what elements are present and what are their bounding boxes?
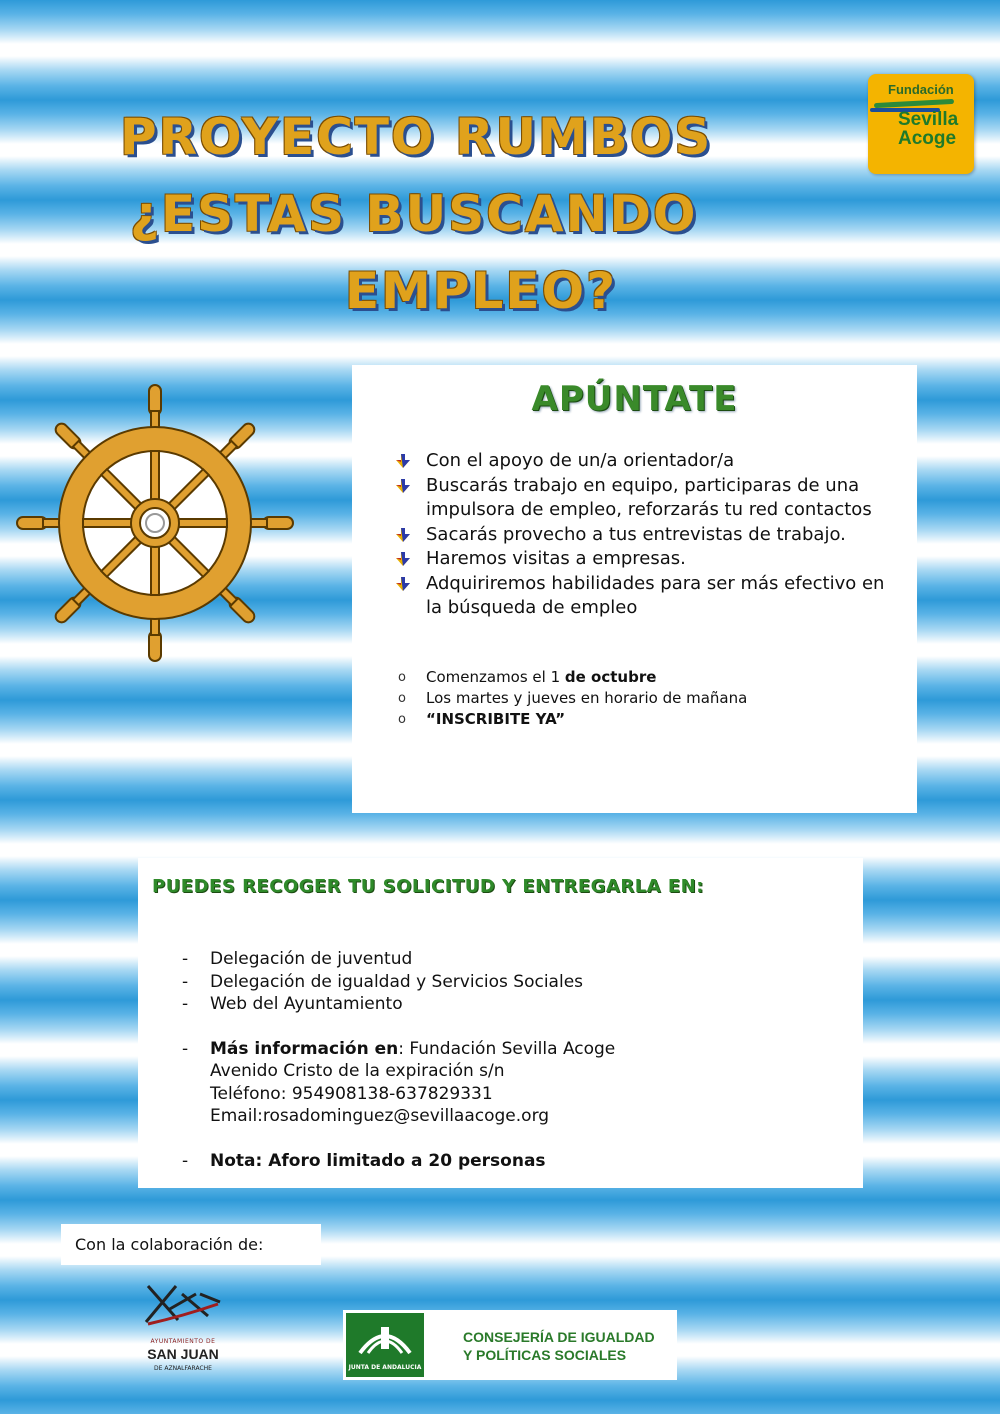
spacer (182, 1016, 615, 1038)
san-juan-main-text: SAN JUAN (147, 1346, 219, 1362)
bullet-arrow-icon (396, 479, 410, 493)
benefit-text: Buscarás trabajo en equipo, participaras de una impulsora de empleo, reforzarás tu red contactos (426, 474, 872, 520)
spacer (182, 1128, 615, 1150)
benefit-text: Con el apoyo de un/a orientador/a (426, 450, 735, 471)
logo-small-text: Fundación (888, 82, 954, 97)
dash-bullet: - (182, 949, 189, 969)
title-line-2: ¿ESTAS BUSCANDO (130, 185, 698, 243)
logo-swoosh-green (874, 99, 954, 108)
benefits-list (396, 449, 906, 621)
email-line: Email:rosadominguez@sevillaacoge.org (210, 1106, 550, 1126)
bullet-arrow-icon (396, 528, 410, 542)
note-text: Nota: Aforo limitado a 20 personas (210, 1150, 546, 1171)
san-juan-top-text: AYUNTAMIENTO DE (150, 1338, 216, 1345)
list-item (396, 547, 906, 572)
dash-bullet: - (182, 1038, 189, 1059)
bullet-arrow-icon (396, 454, 410, 468)
schedule-list (396, 667, 747, 730)
logo-line-1: Sevilla (898, 109, 959, 130)
schedule-days: Los martes y jueves en horario de mañana (426, 689, 748, 707)
apuntate-heading: APÚNTATE (531, 379, 738, 419)
dash-bullet: - (182, 971, 189, 992)
dash-bullet: - (182, 1150, 189, 1171)
info-value: : Fundación Sevilla Acoge (398, 1038, 616, 1059)
list-item (182, 971, 615, 994)
list-item (396, 688, 747, 709)
recoger-heading: PUEDES RECOGER TU SOLICITUD Y ENTREGARLA EN: (152, 876, 704, 897)
list-item (396, 523, 906, 548)
junta-emblem-icon (346, 1313, 424, 1363)
list-item (396, 449, 906, 474)
consejeria-line-2: Y POLÍTICAS SOCIALES (463, 1347, 627, 1363)
apuntate-panel (352, 365, 917, 813)
info-label: Más información en (210, 1038, 399, 1059)
info-item (182, 1038, 615, 1061)
list-item (396, 474, 906, 523)
place-text: Delegación de juventud (210, 949, 413, 969)
list-item (182, 948, 615, 971)
benefit-text: Haremos visitas a empresas. (426, 548, 686, 569)
place-text: Web del Ayuntamiento (210, 994, 403, 1014)
circle-bullet-icon: o (398, 691, 406, 706)
consejeria-text (463, 1328, 655, 1364)
recoger-panel (138, 858, 863, 1188)
schedule-start-date: de octubre (564, 668, 657, 686)
logo-line-2: Acoge (898, 128, 957, 149)
list-item (396, 667, 747, 688)
address-line: Avenido Cristo de la expiración s/n (210, 1061, 505, 1081)
san-juan-logo (138, 1280, 228, 1390)
consejeria-line-1: CONSEJERÍA DE IGUALDAD (463, 1329, 655, 1345)
place-text: Delegación de igualdad y Servicios Sociales (210, 971, 584, 992)
list-item (396, 572, 906, 621)
phone-line: Teléfono: 954908138-637829331 (210, 1083, 493, 1104)
san-juan-bottom-text: DE AZNALFARACHE (154, 1365, 212, 1372)
benefit-text: Sacarás provecho a tus entrevistas de trabajo. (426, 523, 846, 545)
logo-main-text (898, 110, 958, 148)
note-item (182, 1150, 615, 1173)
list-item (396, 709, 747, 730)
junta-seal-text: JUNTA DE ANDALUCIA (348, 1364, 422, 1371)
junta-seal (346, 1313, 424, 1377)
circle-bullet-icon: o (398, 670, 406, 685)
bullet-arrow-icon (396, 577, 410, 591)
bullet-arrow-icon (396, 552, 410, 566)
title-line-1: PROYECTO RUMBOS (120, 108, 713, 166)
schedule-cta: “INSCRIBITE YA” (426, 710, 566, 728)
fundacion-sevilla-acoge-logo (868, 74, 974, 174)
title-line-3: EMPLEO? (345, 262, 618, 320)
ship-wheel-icon (10, 378, 300, 668)
benefit-text: Adquiriremos habilidades para ser más efectivo en la búsqueda de empleo (426, 572, 885, 618)
places-list (182, 948, 615, 1172)
circle-bullet-icon: o (398, 712, 406, 727)
schedule-start-prefix: Comenzamos el 1 (426, 668, 565, 686)
junta-andalucia-logo (343, 1310, 677, 1380)
collaboration-label: Con la colaboración de: (61, 1224, 321, 1265)
list-item (182, 993, 615, 1016)
dash-bullet: - (182, 994, 189, 1014)
san-juan-emblem-icon (138, 1280, 228, 1336)
